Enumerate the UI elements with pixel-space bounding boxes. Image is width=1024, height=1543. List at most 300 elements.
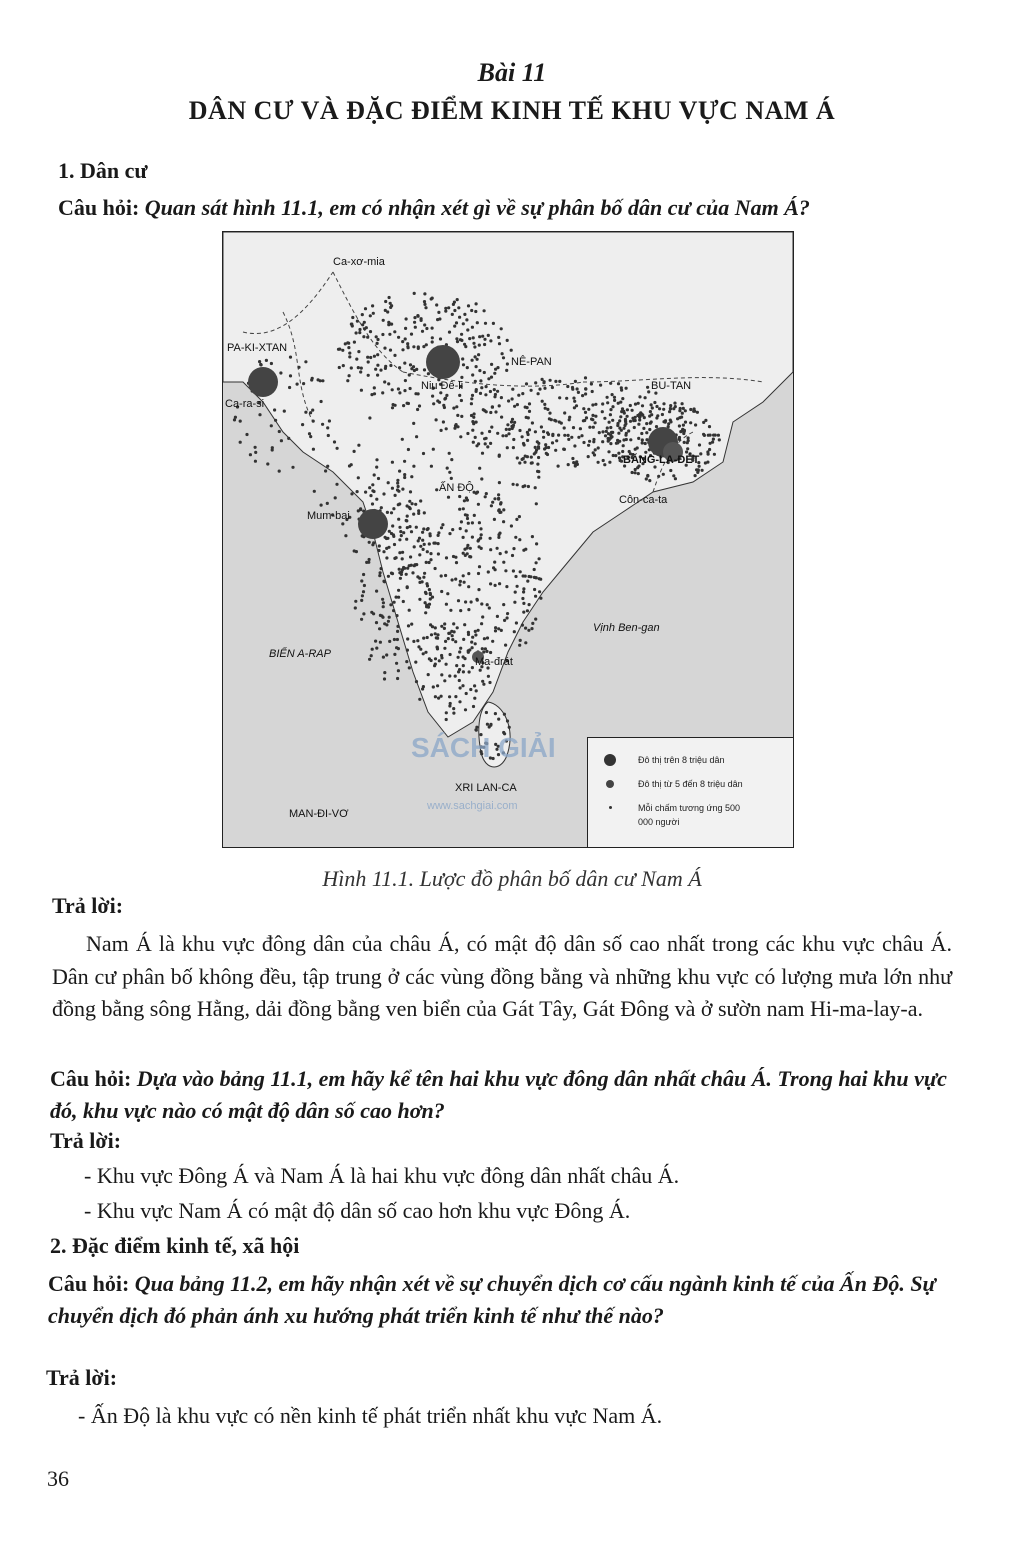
population-dot <box>362 590 365 593</box>
karachi-city-marker <box>248 367 278 397</box>
population-dot <box>440 656 443 659</box>
population-dot <box>389 302 392 305</box>
population-dot <box>669 469 672 472</box>
population-dot <box>471 420 474 423</box>
population-dot <box>397 518 400 521</box>
population-dot <box>584 387 587 390</box>
population-dot <box>571 457 574 460</box>
population-dot <box>249 453 252 456</box>
question-1 <box>58 192 968 224</box>
population-dot <box>621 450 624 453</box>
population-dot <box>431 336 434 339</box>
population-dot <box>417 392 420 395</box>
population-dot <box>382 601 385 604</box>
population-dot <box>566 385 569 388</box>
population-dot <box>403 389 406 392</box>
population-dot <box>478 521 481 524</box>
population-dot <box>434 542 437 545</box>
population-dot <box>629 404 632 407</box>
population-dot <box>486 723 489 726</box>
population-dot <box>613 399 616 402</box>
population-dot <box>412 465 415 468</box>
population-dot <box>546 453 549 456</box>
population-dot <box>436 647 439 650</box>
population-dot <box>558 396 561 399</box>
population-dot <box>549 379 552 382</box>
population-dot <box>344 534 347 537</box>
population-dot <box>395 596 398 599</box>
population-dot <box>271 446 274 449</box>
population-dot <box>481 647 484 650</box>
population-dot <box>472 336 475 339</box>
population-dot <box>423 303 426 306</box>
population-dot <box>621 397 624 400</box>
population-dot <box>557 465 560 468</box>
population-dot <box>477 588 480 591</box>
population-dot <box>378 627 381 630</box>
population-dot <box>447 637 450 640</box>
population-dot <box>466 432 469 435</box>
population-dot <box>524 455 527 458</box>
population-dot <box>563 426 566 429</box>
population-dot <box>368 541 371 544</box>
population-dot <box>584 376 587 379</box>
population-dot <box>572 461 575 464</box>
population-dot <box>473 514 476 517</box>
population-dot <box>510 524 513 527</box>
population-dot <box>443 622 446 625</box>
population-dot <box>529 575 532 578</box>
population-dot <box>412 345 415 348</box>
population-dot <box>448 452 451 455</box>
population-dot <box>636 446 639 449</box>
population-dot <box>704 419 707 422</box>
population-dot <box>384 309 387 312</box>
population-dot <box>336 447 339 450</box>
population-dot <box>347 346 350 349</box>
population-dot <box>395 662 398 665</box>
population-dot <box>458 700 461 703</box>
population-dot <box>513 405 516 408</box>
population-dot <box>541 400 544 403</box>
population-dot <box>462 670 465 673</box>
population-dot <box>382 605 385 608</box>
population-dot <box>467 585 470 588</box>
population-dot <box>434 626 437 629</box>
population-dot <box>522 590 525 593</box>
population-dot <box>438 659 441 662</box>
population-dot <box>667 422 670 425</box>
section-2-heading: 2. Đặc điểm kinh tế, xã hội <box>50 1233 300 1258</box>
population-dot <box>512 438 515 441</box>
population-dot <box>669 407 672 410</box>
population-dot <box>462 322 465 325</box>
population-dot <box>391 388 394 391</box>
population-dot <box>513 601 516 604</box>
population-dot <box>475 302 478 305</box>
population-dot <box>480 432 483 435</box>
population-dot <box>489 442 492 445</box>
population-dot <box>373 355 376 358</box>
population-dot <box>482 683 485 686</box>
population-dot <box>611 405 614 408</box>
population-dot <box>380 567 383 570</box>
population-dot <box>403 473 406 476</box>
population-dot <box>410 564 413 567</box>
population-dot <box>506 616 509 619</box>
population-dot <box>558 380 561 383</box>
population-dot <box>297 366 300 369</box>
label-bhutan: BU-TAN <box>651 380 692 392</box>
population-dot <box>531 622 534 625</box>
population-dot <box>400 534 403 537</box>
population-dot <box>278 470 281 473</box>
population-dot <box>478 335 481 338</box>
population-dot <box>486 636 489 639</box>
population-dot <box>444 640 447 643</box>
population-dot <box>496 615 499 618</box>
population-dot <box>342 364 345 367</box>
population-dot <box>378 574 381 577</box>
population-dot <box>604 434 607 437</box>
population-dot <box>388 322 391 325</box>
population-dot <box>510 420 513 423</box>
population-dot <box>386 511 389 514</box>
population-dot <box>662 402 665 405</box>
population-dot <box>448 331 451 334</box>
population-dot <box>471 359 474 362</box>
population-dot <box>490 504 493 507</box>
population-dot <box>505 369 508 372</box>
population-dot <box>426 636 429 639</box>
population-dot <box>645 477 648 480</box>
population-dot <box>287 437 290 440</box>
population-dot <box>641 441 644 444</box>
population-dot <box>528 428 531 431</box>
population-dot <box>511 397 514 400</box>
population-dot <box>382 656 385 659</box>
population-dot <box>419 499 422 502</box>
population-dot <box>587 455 590 458</box>
population-dot <box>398 470 401 473</box>
population-dot <box>341 349 344 352</box>
population-dot <box>356 490 359 493</box>
population-dot <box>405 660 408 663</box>
population-dot <box>487 675 490 678</box>
population-dot <box>448 674 451 677</box>
population-dot <box>389 603 392 606</box>
population-dot <box>412 422 415 425</box>
population-dot <box>626 408 629 411</box>
population-dot <box>239 420 242 423</box>
population-dot <box>457 306 460 309</box>
population-dot <box>490 363 493 366</box>
population-dot <box>642 427 645 430</box>
population-dot <box>458 394 461 397</box>
population-dot <box>454 640 457 643</box>
population-dot <box>404 327 407 330</box>
population-dot <box>443 647 446 650</box>
population-dot <box>480 602 483 605</box>
question-1-text: Quan sát hình 11.1, em có nhận xét gì về sự phân bố dân cư của Nam Á? <box>144 195 810 220</box>
population-dot <box>547 446 550 449</box>
population-dot <box>418 537 421 540</box>
population-dot <box>404 337 407 340</box>
population-dot <box>474 728 477 731</box>
population-dot <box>486 445 489 448</box>
population-dot <box>429 623 432 626</box>
population-dot <box>326 426 329 429</box>
population-dot <box>288 386 291 389</box>
population-dot <box>367 374 370 377</box>
population-dot <box>379 571 382 574</box>
population-dot <box>516 403 519 406</box>
population-dot <box>432 685 435 688</box>
population-dot <box>581 394 584 397</box>
population-dot <box>497 498 500 501</box>
population-dot <box>590 418 593 421</box>
population-dot <box>383 347 386 350</box>
population-dot <box>512 446 515 449</box>
population-dot <box>398 551 401 554</box>
population-dot <box>437 552 440 555</box>
population-dot <box>458 316 461 319</box>
population-dot <box>309 411 312 414</box>
population-dot <box>259 363 262 366</box>
population-dot <box>372 490 375 493</box>
population-dot <box>458 583 461 586</box>
population-dot <box>465 318 468 321</box>
population-dot <box>374 368 377 371</box>
population-dot <box>540 425 543 428</box>
population-dot <box>392 403 395 406</box>
population-dot <box>501 352 504 355</box>
population-dot <box>391 461 394 464</box>
population-dot <box>584 411 587 414</box>
population-dot <box>498 582 501 585</box>
population-dot <box>697 469 700 472</box>
population-dot <box>597 461 600 464</box>
population-dot <box>714 434 717 437</box>
population-dot <box>481 452 484 455</box>
population-dot <box>310 378 313 381</box>
population-dot <box>445 427 448 430</box>
label-bangladesh: BĂNG-LA-ĐÉT <box>623 454 700 466</box>
legend-medium-city-symbol <box>606 780 614 788</box>
label-kashmir: Ca-xơ-mia <box>333 256 385 268</box>
population-dot <box>452 303 455 306</box>
population-dot <box>626 415 629 418</box>
population-dot <box>498 342 501 345</box>
population-dot <box>539 578 542 581</box>
population-dot <box>525 416 528 419</box>
population-dot <box>403 362 406 365</box>
population-dot <box>480 622 483 625</box>
population-dot <box>395 614 398 617</box>
population-dot <box>411 571 414 574</box>
population-dot <box>481 615 484 618</box>
population-dot <box>480 477 483 480</box>
population-dot <box>440 590 443 593</box>
population-dot <box>562 448 565 451</box>
population-dot <box>428 542 431 545</box>
population-dot <box>423 511 426 514</box>
population-dot <box>266 462 269 465</box>
population-dot <box>473 345 476 348</box>
population-dot <box>429 597 432 600</box>
population-dot <box>350 492 353 495</box>
population-dot <box>623 424 626 427</box>
population-dot <box>474 380 477 383</box>
population-dot <box>429 534 432 537</box>
population-dot <box>634 468 637 471</box>
population-dot <box>497 509 500 512</box>
population-dot <box>718 438 721 441</box>
population-dot <box>484 393 487 396</box>
population-dot <box>477 503 480 506</box>
population-dot <box>283 410 286 413</box>
population-dot <box>479 392 482 395</box>
population-dot <box>484 495 487 498</box>
answer-2-label: Trả lời: <box>50 1128 122 1153</box>
population-dot <box>489 651 492 654</box>
population-dot <box>463 657 466 660</box>
population-dot <box>483 637 486 640</box>
population-dot <box>694 423 697 426</box>
population-dot <box>393 354 396 357</box>
population-dot <box>357 350 360 353</box>
population-dot <box>563 434 566 437</box>
population-dot <box>421 330 424 333</box>
label-bay-of-bengal: Vịnh Ben-gan <box>593 622 660 634</box>
population-dot <box>397 336 400 339</box>
population-dot <box>445 718 448 721</box>
population-dot <box>398 526 401 529</box>
population-dot <box>661 413 664 416</box>
population-dot <box>431 297 434 300</box>
population-dot <box>375 498 378 501</box>
label-india: ẤN ĐỘ <box>439 482 474 494</box>
population-dot <box>612 454 615 457</box>
population-dot <box>363 327 366 330</box>
population-dot <box>505 551 508 554</box>
population-dot <box>530 456 533 459</box>
population-dot <box>376 353 379 356</box>
population-dot <box>485 492 488 495</box>
population-map <box>222 231 794 848</box>
population-dot <box>624 420 627 423</box>
population-dot <box>427 673 430 676</box>
population-dot <box>631 409 634 412</box>
population-dot <box>459 527 462 530</box>
population-dot <box>364 491 367 494</box>
population-dot <box>473 684 476 687</box>
population-dot <box>435 488 438 491</box>
population-dot <box>475 388 478 391</box>
answer-1-text: Nam Á là khu vực đông dân của châu Á, có mật độ dân số cao nhất trong các khu vực châu Á. Dân cư phân bố không đều, tập trung ở các vùng đồng bằng và những khu vực có lượng mưa lớn như đồng bằng sông Hằng, dải đồng bằng ven biển của Gát Tây, Gát Đông và ở sườn nam Hi-ma-lay-a. <box>52 931 952 1021</box>
population-dot <box>440 673 443 676</box>
population-dot <box>471 636 474 639</box>
population-dot <box>470 309 473 312</box>
population-dot <box>375 621 378 624</box>
population-dot <box>443 406 446 409</box>
population-dot <box>413 292 416 295</box>
population-dot <box>308 432 311 435</box>
population-dot <box>436 318 439 321</box>
population-dot <box>591 414 594 417</box>
population-dot <box>379 614 382 617</box>
population-dot <box>278 430 281 433</box>
population-dot <box>516 483 519 486</box>
population-dot <box>364 307 367 310</box>
population-dot <box>638 395 641 398</box>
population-dot <box>651 406 654 409</box>
population-dot <box>606 396 609 399</box>
population-dot <box>361 313 364 316</box>
population-dot <box>530 462 533 465</box>
population-dot <box>620 410 623 413</box>
population-dot <box>498 404 501 407</box>
population-dot <box>436 684 439 687</box>
population-dot <box>644 396 647 399</box>
population-dot <box>410 530 413 533</box>
population-dot <box>439 337 442 340</box>
population-dot <box>409 490 412 493</box>
population-dot <box>402 600 405 603</box>
population-dot <box>431 395 434 398</box>
population-dot <box>391 524 394 527</box>
population-dot <box>518 461 521 464</box>
population-dot <box>432 448 435 451</box>
population-dot <box>446 592 449 595</box>
population-dot <box>359 370 362 373</box>
population-dot <box>483 437 486 440</box>
population-dot <box>505 434 508 437</box>
population-dot <box>717 434 720 437</box>
population-dot <box>616 422 619 425</box>
population-dot <box>485 385 488 388</box>
population-dot <box>430 465 433 468</box>
population-dot <box>429 593 432 596</box>
population-dot <box>689 421 692 424</box>
population-dot <box>451 638 454 641</box>
population-dot <box>512 483 515 486</box>
population-dot <box>383 622 386 625</box>
population-dot <box>428 657 431 660</box>
population-dot <box>537 445 540 448</box>
population-dot <box>503 619 506 622</box>
population-dot <box>357 366 360 369</box>
population-dot <box>575 404 578 407</box>
population-dot <box>609 408 612 411</box>
population-dot <box>429 552 432 555</box>
population-dot <box>476 599 479 602</box>
population-dot <box>417 512 420 515</box>
population-dot <box>601 410 604 413</box>
population-dot <box>358 328 361 331</box>
population-dot <box>475 421 478 424</box>
population-dot <box>610 435 613 438</box>
population-dot <box>484 322 487 325</box>
population-dot <box>376 374 379 377</box>
population-dot <box>328 419 331 422</box>
question-3-label: Câu hỏi: <box>48 1271 130 1296</box>
population-dot <box>458 495 461 498</box>
population-dot <box>497 493 500 496</box>
population-dot <box>239 441 242 444</box>
population-dot <box>466 366 469 369</box>
population-dot <box>469 688 472 691</box>
